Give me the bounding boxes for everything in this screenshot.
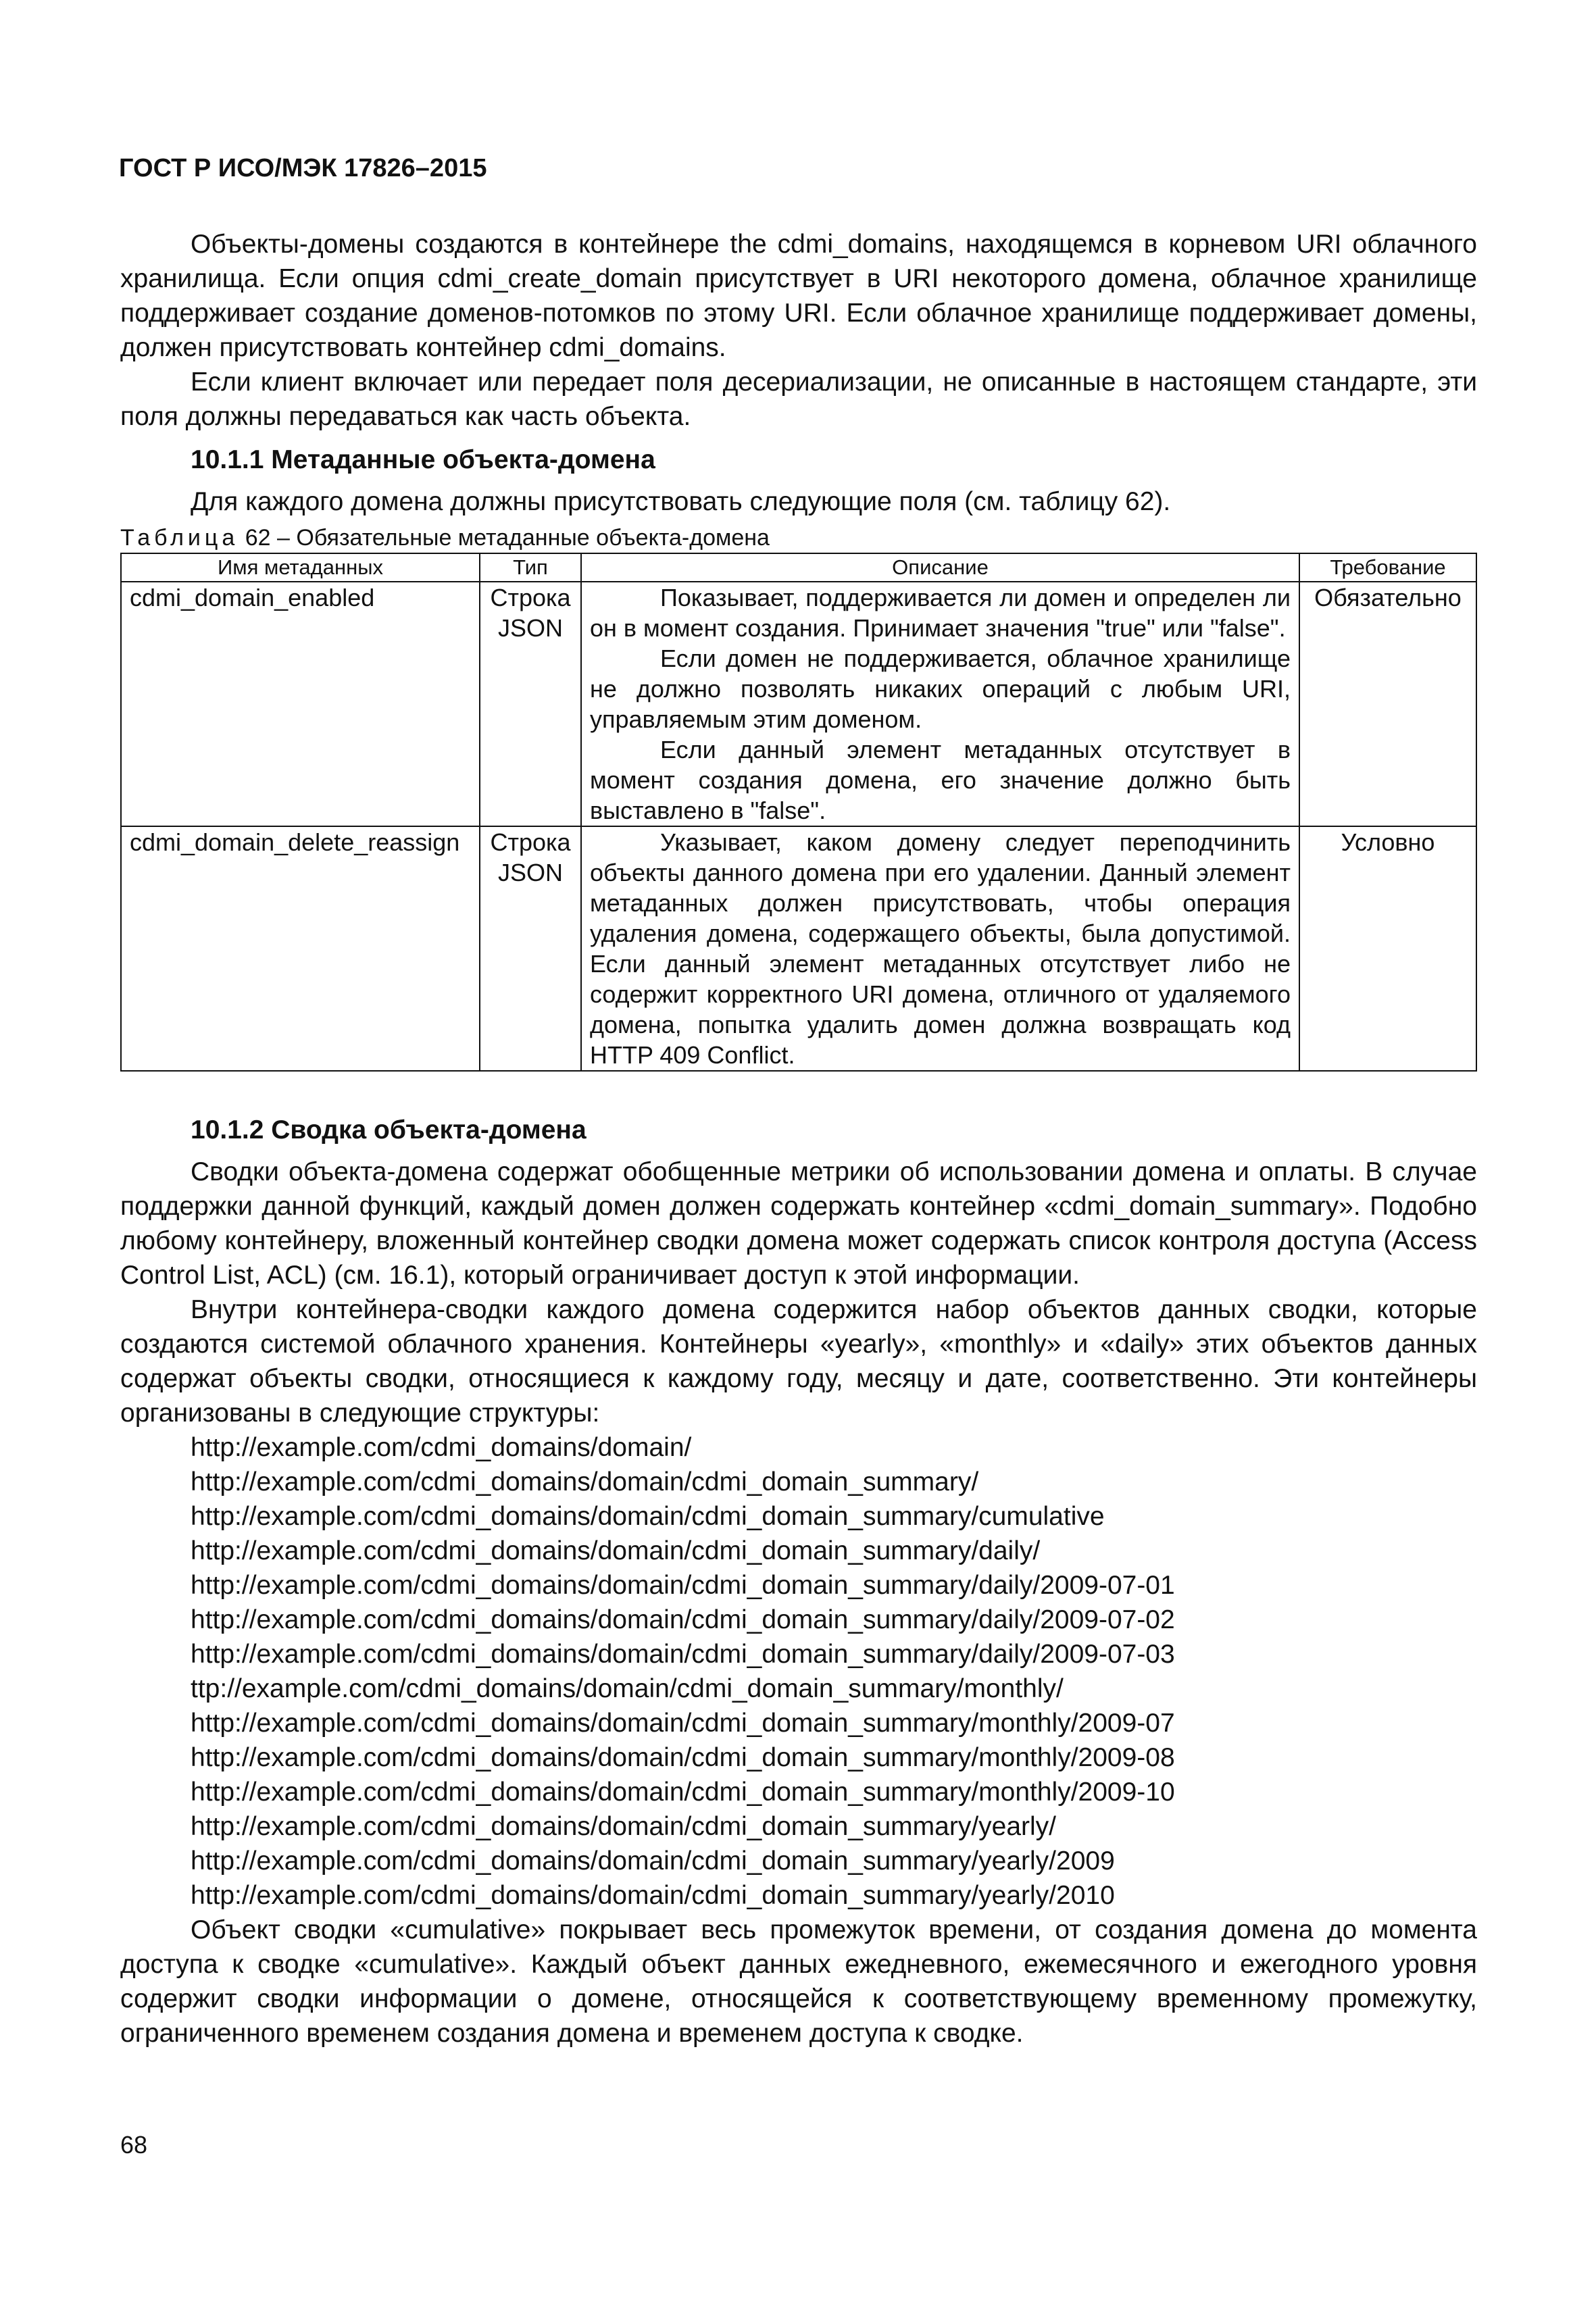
url-item: http://example.com/cdmi_domains/domain/cdmi_domain_summary/: [191, 1467, 979, 1496]
url-item: http://example.com/cdmi_domains/domain/cdmi_domain_summary/monthly/2009-10: [191, 1778, 1175, 1807]
url-item: http://example.com/cdmi_domains/domain/cdmi_domain_summary/daily/2009-07-02: [191, 1605, 1175, 1634]
description-paragraph: Указывает, каком домену следует переподчинить объекты данного домена при его удалении. Данный элемент метаданных должен присутствовать, чтобы операция удаления домена, содержащего объекты, была допустимой. Если данный элемент метаданных отсутствует либо не содержит корректного URI домена, отличного от удаляемого домена, попытка удалить домен должна возвращать код HTTP 409 Conflict.: [590, 828, 1291, 1069]
url-item: http://example.com/cdmi_domains/domain/cdmi_domain_summary/yearly/2010: [191, 1881, 1115, 1910]
url-item: http://example.com/cdmi_domains/domain/cdmi_domain_summary/daily/: [191, 1536, 1041, 1565]
description-paragraph: Показывает, поддерживается ли домен и определен ли он в момент создания. Принимает значения "true" или "false".: [590, 584, 1291, 642]
cell-type: Строка JSON: [480, 582, 581, 826]
section-1-paragraph: Для каждого домена должны присутствовать следующие поля (см. таблицу 62).: [191, 487, 1171, 516]
section-heading-10-1-1: 10.1.1 Метаданные объекта-домена: [191, 445, 655, 474]
column-header-requirement: Требование: [1299, 553, 1476, 582]
table-caption-text: 62 – Обязательные метаданные объекта-домена: [239, 525, 770, 551]
url-list: [191, 1430, 1477, 1913]
intro-paragraph-1: Объекты-домены создаются в контейнере the cdmi_domains, находящемся в корневом URI облачного хранилища. Если опция cdmi_create_domain присутствует в URI некоторого домена, облачное хранилище поддерживает создание доменов-потомков по этому URI. Если облачное хранилище поддерживает домены, должен присутствовать контейнер cdmi_domains.: [120, 230, 1477, 362]
section-2-paragraph-2: Внутри контейнера-сводки каждого домена содержится набор объектов данных сводки, которые создаются системой облачного хранения. Контейнеры «yearly», «monthly» и «daily» этих объектов данных содержат объекты сводки, относящиеся к каждому году, месяцу и дате, соответственно. Эти контейнеры организованы в следующие структуры:: [120, 1295, 1477, 1428]
column-header-type: Тип: [480, 553, 581, 582]
cell-requirement: Обязательно: [1299, 582, 1476, 826]
url-item: http://example.com/cdmi_domains/domain/cdmi_domain_summary/yearly/2009: [191, 1846, 1115, 1876]
url-item: http://example.com/cdmi_domains/domain/cdmi_domain_summary/yearly/: [191, 1812, 1057, 1841]
table-caption: [120, 523, 1477, 553]
cell-type: Строка JSON: [480, 826, 581, 1071]
url-item: http://example.com/cdmi_domains/domain/cdmi_domain_summary/daily/2009-07-03: [191, 1640, 1175, 1669]
url-item: http://example.com/cdmi_domains/domain/cdmi_domain_summary/daily/2009-07-01: [191, 1571, 1175, 1600]
url-item: http://example.com/cdmi_domains/domain/cdmi_domain_summary/monthly/2009-08: [191, 1743, 1175, 1772]
section-heading-10-1-2: 10.1.2 Сводка объекта-домена: [191, 1115, 587, 1145]
column-header-name: Имя метаданных: [121, 553, 480, 582]
description-paragraph: Если домен не поддерживается, облачное хранилище не должно позволять никаких операций с любым URI, управляемым этим доменом.: [590, 645, 1291, 733]
section-2-paragraph-1: Сводки объекта-домена содержат обобщенные метрики об использовании домена и оплаты. В случае поддержки данной функций, каждый домен должен содержать контейнер «cdmi_domain_summary». Подобно любому контейнеру, вложенный контейнер сводки домена может содержать список контроля доступа (Access Control List, ACL) (см. 16.1), который ограничивает доступ к этой информации.: [120, 1157, 1477, 1290]
table-header-row: [121, 553, 1476, 582]
metadata-table: [120, 553, 1477, 1072]
cell-description: [581, 826, 1299, 1071]
intro-paragraph-2: Если клиент включает или передает поля десериализации, не описанные в настоящем стандарте, эти поля должны передаваться как часть объекта.: [120, 368, 1477, 431]
column-header-description: Описание: [581, 553, 1299, 582]
page-content: [120, 227, 1477, 2051]
page-number: 68: [120, 2131, 148, 2159]
cell-requirement: Условно: [1299, 826, 1476, 1071]
table-caption-label: Таблица: [120, 525, 239, 551]
url-item: http://example.com/cdmi_domains/domain/: [191, 1433, 692, 1462]
cell-description: [581, 582, 1299, 826]
cell-metadata-name: cdmi_domain_delete_reassign: [121, 826, 480, 1071]
url-item: ttp://example.com/cdmi_domains/domain/cdmi_domain_summary/monthly/: [191, 1674, 1064, 1703]
url-item: http://example.com/cdmi_domains/domain/cdmi_domain_summary/monthly/2009-07: [191, 1709, 1175, 1738]
table-row: [121, 826, 1476, 1071]
section-2-paragraph-3: Объект сводки «cumulative» покрывает весь промежуток времени, от создания домена до момента доступа к сводке «cumulative». Каждый объект данных ежедневного, ежемесячного и ежегодного уровня содержит сводки информации о домене, относящейся к соответствующему временному промежутку, ограниченного временем создания домена и временем доступа к сводке.: [120, 1915, 1477, 2048]
description-paragraph: Если данный элемент метаданных отсутствует в момент создания домена, его значение должно быть выставлено в "false".: [590, 736, 1291, 824]
cell-metadata-name: cdmi_domain_enabled: [121, 582, 480, 826]
url-item: http://example.com/cdmi_domains/domain/cdmi_domain_summary/cumulative: [191, 1502, 1105, 1531]
table-row: [121, 582, 1476, 826]
document-header: ГОСТ Р ИСО/МЭК 17826–2015: [119, 154, 487, 182]
